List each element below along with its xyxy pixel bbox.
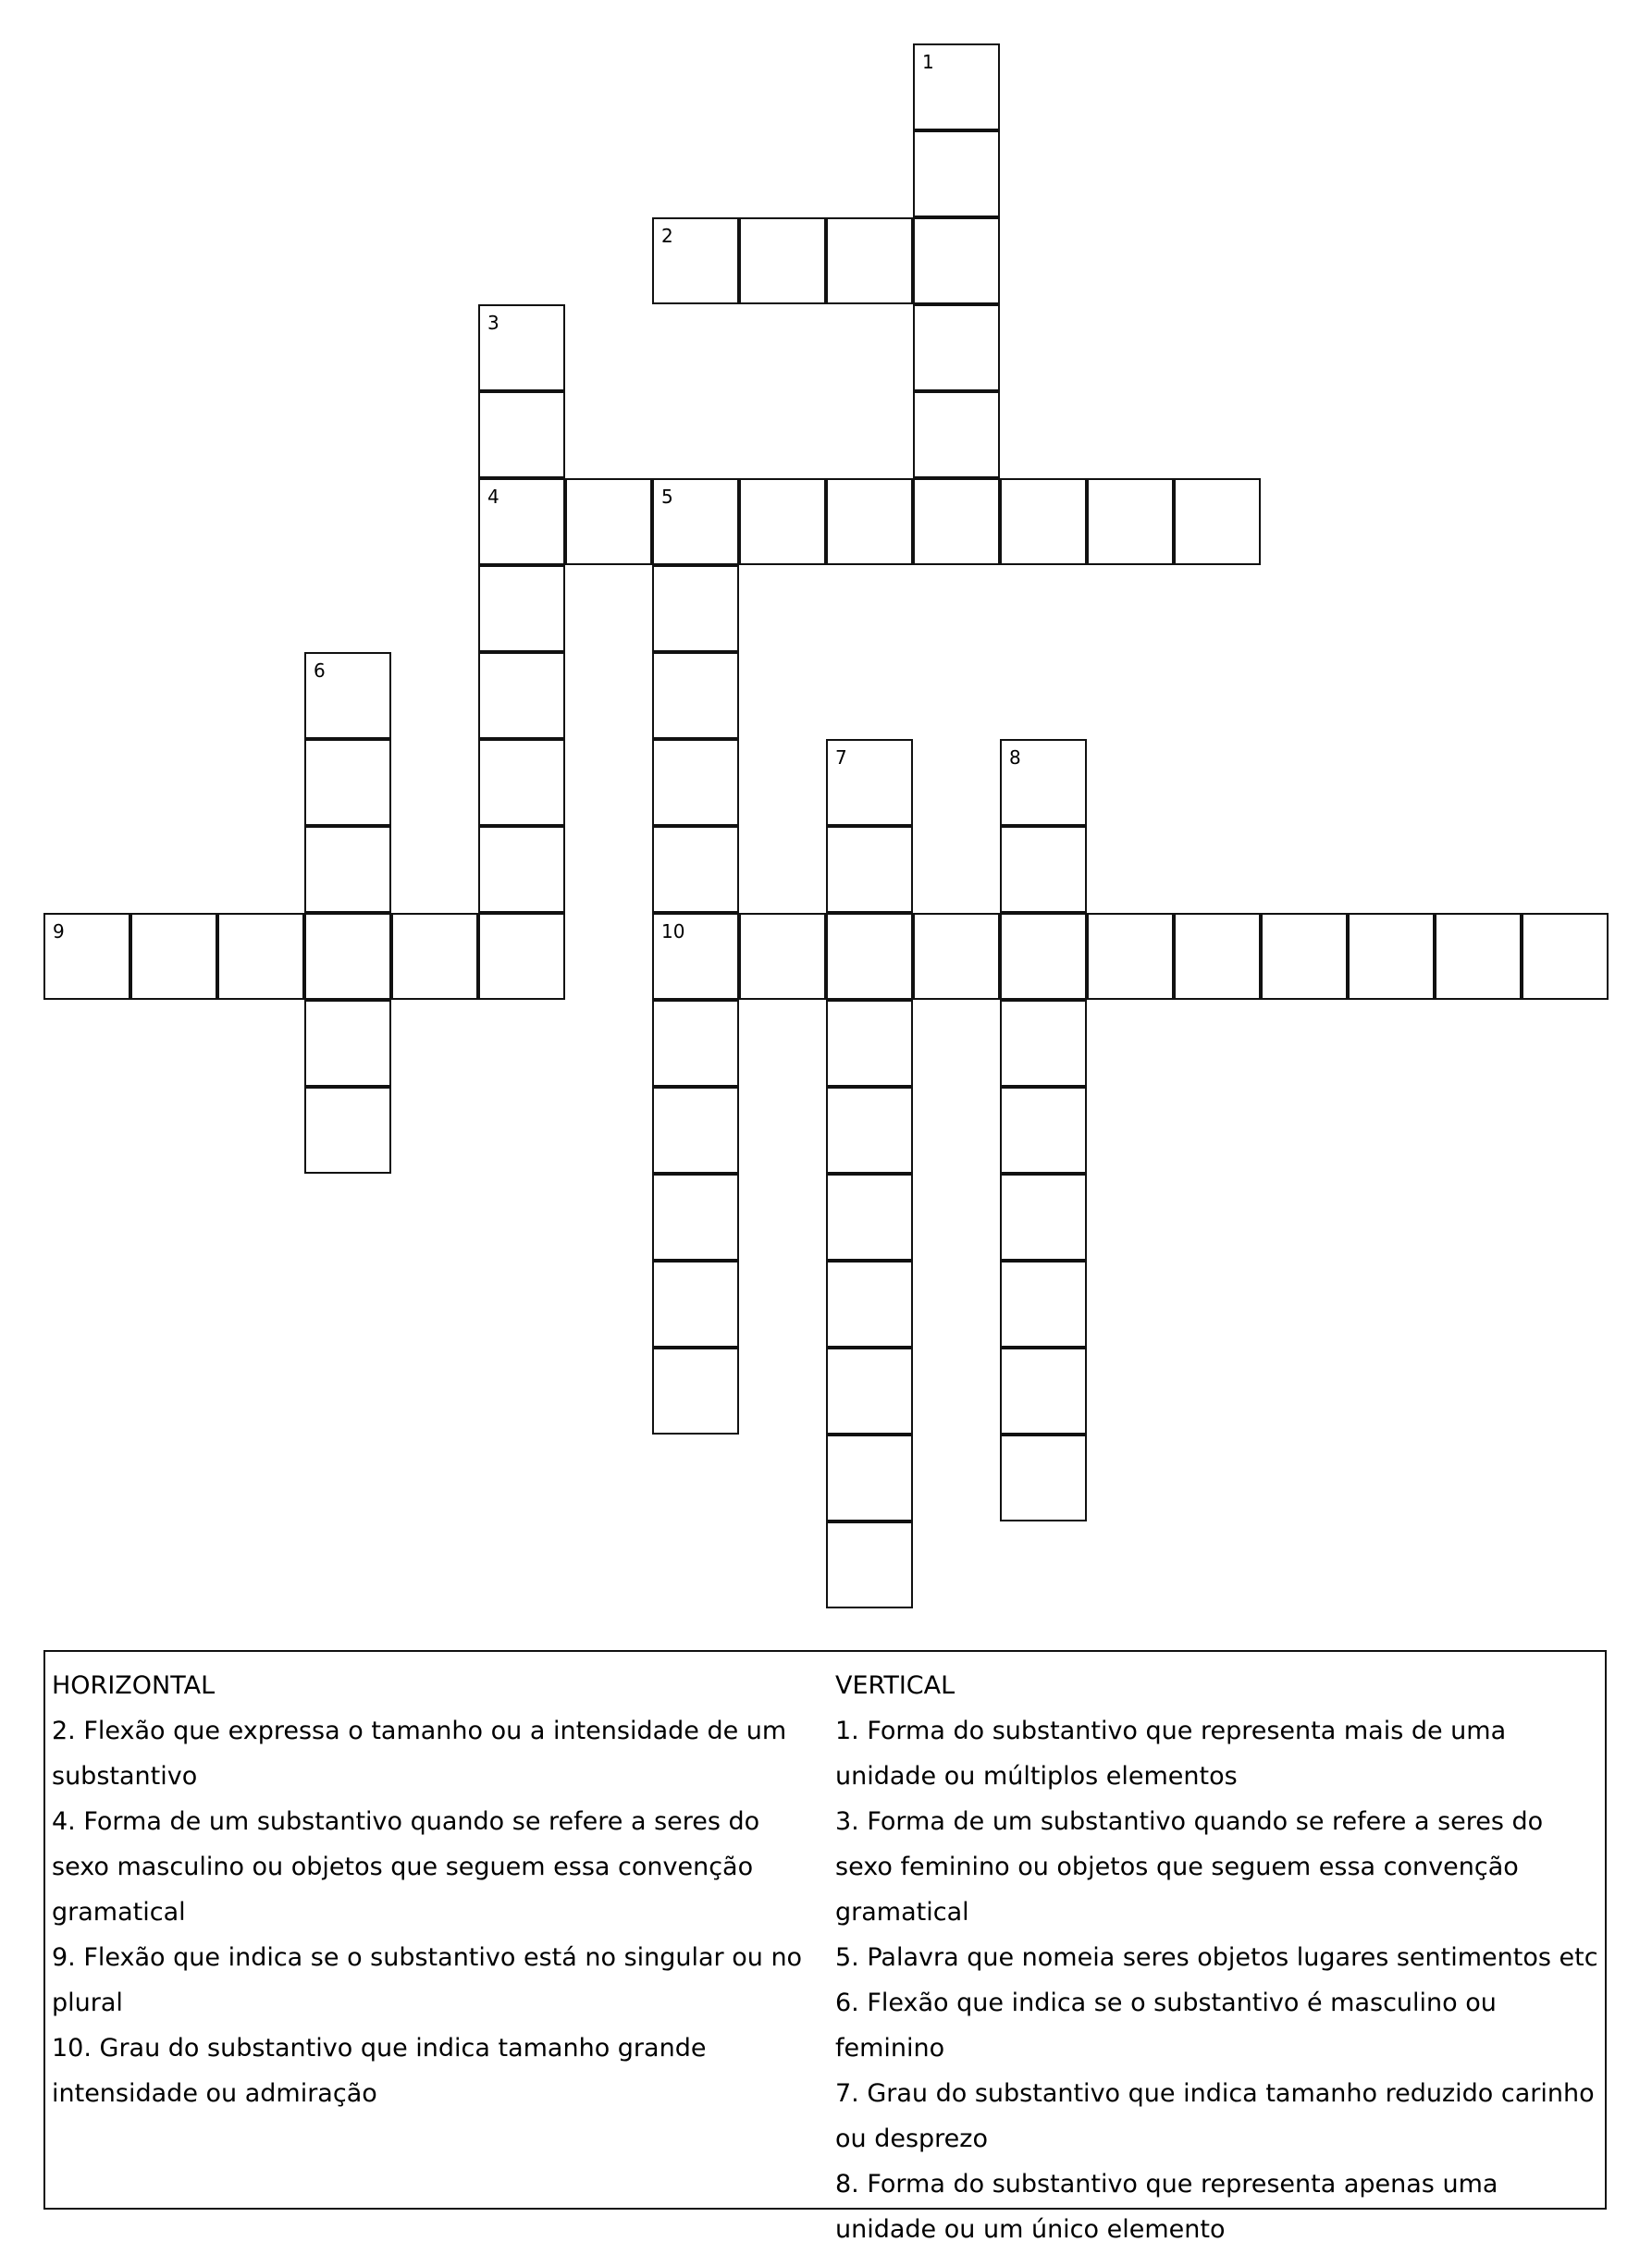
crossword-cell[interactable] [826, 1000, 913, 1087]
crossword-cell[interactable] [1174, 478, 1261, 565]
crossword-cell[interactable] [304, 1000, 391, 1087]
vertical-clue: 7. Grau do substantivo que indica tamanho reduzido carinho ou desprezo [835, 2079, 1595, 2153]
crossword-cell[interactable] [1000, 913, 1087, 1000]
crossword-cell[interactable] [652, 1000, 739, 1087]
horizontal-clue: 9. Flexão que indica se o substantivo está no singular ou no plural [52, 1943, 803, 2017]
clue-number: 4 [487, 486, 499, 508]
crossword-cell[interactable] [43, 913, 130, 1000]
crossword-cell[interactable] [826, 478, 913, 565]
crossword-cell[interactable] [478, 304, 565, 391]
crossword-cell[interactable] [913, 43, 1000, 130]
crossword-cell[interactable] [478, 652, 565, 739]
crossword-cell[interactable] [652, 739, 739, 826]
crossword-cell[interactable] [739, 217, 826, 304]
crossword-cell[interactable] [652, 1087, 739, 1174]
crossword-cell[interactable] [652, 1348, 739, 1435]
crossword-cell[interactable] [1087, 478, 1174, 565]
horizontal-clues-column [52, 1663, 820, 2116]
crossword-cell[interactable] [826, 739, 913, 826]
crossword-cell[interactable] [826, 217, 913, 304]
crossword-cell[interactable] [1348, 913, 1435, 1000]
crossword-cell[interactable] [1435, 913, 1522, 1000]
vertical-clue: 5. Palavra que nomeia seres objetos lugares sentimentos etc [835, 1943, 1598, 1972]
horizontal-clue: 2. Flexão que expressa o tamanho ou a intensidade de um substantivo [52, 1717, 787, 1791]
clue-number: 8 [1009, 746, 1021, 769]
crossword-cell[interactable] [304, 652, 391, 739]
crossword-cell[interactable] [304, 1087, 391, 1174]
crossword-cell[interactable] [1000, 1348, 1087, 1435]
crossword-cell[interactable] [478, 565, 565, 652]
crossword-cell[interactable] [913, 304, 1000, 391]
horizontal-clue: 4. Forma de um substantivo quando se refere a seres do sexo masculino ou objetos que seguem essa convenção gramatical [52, 1807, 760, 1927]
crossword-cell[interactable] [478, 739, 565, 826]
crossword-cell[interactable] [913, 130, 1000, 217]
clue-number: 7 [835, 746, 847, 769]
crossword-cell[interactable] [826, 913, 913, 1000]
clue-number: 6 [314, 659, 326, 682]
crossword-cell[interactable] [217, 913, 304, 1000]
clue-number: 2 [661, 225, 673, 247]
clue-number: 10 [661, 920, 685, 942]
vertical-clue: 8. Forma do substantivo que representa apenas uma unidade ou um único elemento [835, 2170, 1498, 2244]
vertical-clue: 3. Forma de um substantivo quando se refere a seres do sexo feminino ou objetos que seguem essa convenção gramatical [835, 1807, 1544, 1927]
crossword-cell[interactable] [652, 1174, 739, 1261]
clue-number: 9 [53, 920, 65, 942]
crossword-cell[interactable] [1000, 1000, 1087, 1087]
crossword-cell[interactable] [304, 826, 391, 913]
crossword-cell[interactable] [826, 1087, 913, 1174]
crossword-cell[interactable] [652, 913, 739, 1000]
crossword-cell[interactable] [652, 826, 739, 913]
crossword-cell[interactable] [826, 826, 913, 913]
crossword-cell[interactable] [1000, 478, 1087, 565]
vertical-clue: 1. Forma do substantivo que representa mais de uma unidade ou múltiplos elementos [835, 1717, 1507, 1791]
crossword-cell[interactable] [1261, 913, 1348, 1000]
crossword-cell[interactable] [826, 1261, 913, 1348]
clue-number: 3 [487, 312, 499, 334]
vertical-clues-column [835, 1663, 1603, 2252]
crossword-cell[interactable] [826, 1435, 913, 1521]
horizontal-clues-title: HORIZONTAL [52, 1671, 216, 1700]
crossword-cell[interactable] [304, 913, 391, 1000]
crossword-cell[interactable] [1174, 913, 1261, 1000]
crossword-cell[interactable] [652, 1261, 739, 1348]
crossword-cell[interactable] [652, 565, 739, 652]
vertical-clue: 6. Flexão que indica se o substantivo é masculino ou feminino [835, 1989, 1497, 2063]
crossword-cell[interactable] [304, 739, 391, 826]
crossword-cell[interactable] [826, 1521, 913, 1608]
crossword-cell[interactable] [565, 478, 652, 565]
crossword-cell[interactable] [130, 913, 217, 1000]
vertical-clues-title: VERTICAL [835, 1671, 955, 1700]
crossword-cell[interactable] [478, 478, 565, 565]
crossword-cell[interactable] [391, 913, 478, 1000]
crossword-cell[interactable] [1087, 913, 1174, 1000]
crossword-cell[interactable] [739, 478, 826, 565]
crossword-cell[interactable] [913, 391, 1000, 478]
crossword-cell[interactable] [652, 217, 739, 304]
crossword-cell[interactable] [1000, 1435, 1087, 1521]
crossword-cell[interactable] [1522, 913, 1609, 1000]
crossword-cell[interactable] [1000, 1261, 1087, 1348]
crossword-cell[interactable] [826, 1174, 913, 1261]
crossword-cell[interactable] [652, 478, 739, 565]
horizontal-clue: 10. Grau do substantivo que indica tamanho grande intensidade ou admiração [52, 2034, 707, 2108]
crossword-cell[interactable] [826, 1348, 913, 1435]
crossword-cell[interactable] [478, 913, 565, 1000]
crossword-cell[interactable] [739, 913, 826, 1000]
crossword-cell[interactable] [913, 217, 1000, 304]
crossword-cell[interactable] [1000, 1174, 1087, 1261]
crossword-cell[interactable] [1000, 1087, 1087, 1174]
crossword-cell[interactable] [1000, 739, 1087, 826]
crossword-cell[interactable] [652, 652, 739, 739]
crossword-cell[interactable] [478, 826, 565, 913]
clue-number: 1 [922, 51, 934, 73]
clue-number: 5 [661, 486, 673, 508]
crossword-cell[interactable] [1000, 826, 1087, 913]
clues-box [43, 1650, 1607, 2244]
crossword-cell[interactable] [478, 391, 565, 478]
crossword-cell[interactable] [913, 478, 1000, 565]
crossword-cell[interactable] [913, 913, 1000, 1000]
